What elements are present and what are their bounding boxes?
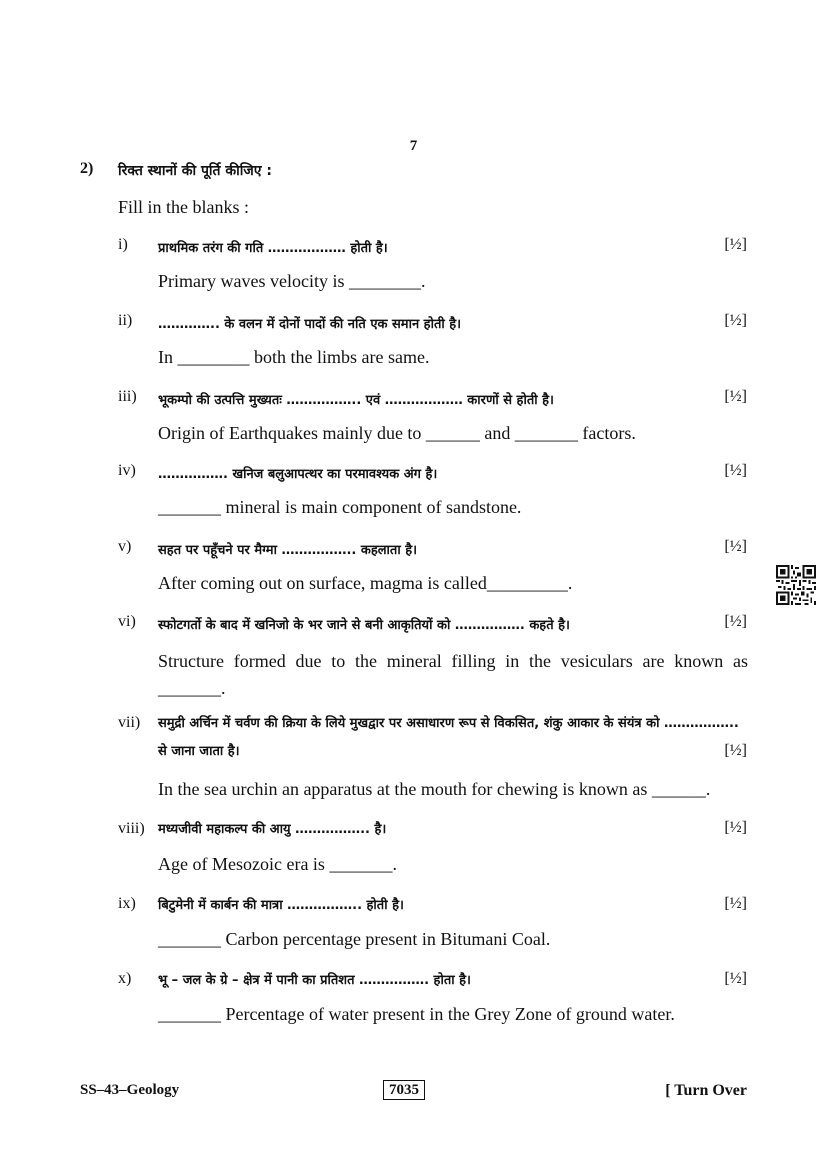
item-english: In ________ both the limbs are same. [158,347,430,367]
item-number: vi) [118,613,136,630]
item-hindi: ………….. के वलन में दोनों पादों की नति एक समान होती है। [158,317,462,332]
item-hindi: भू – जल के ग्रे – क्षेत्र में पानी का प्रतिशत ……………. होता है। [158,973,471,988]
item-english: _______ Percentage of water present in the Grey Zone of ground water. [158,1004,675,1024]
item-hindi: बिटुमेनी में कार्बन की मात्रा …………….. होती है। [158,898,404,913]
item-hindi: समुद्री अर्चिन में चर्वण की क्रिया के लिये मुखद्वार पर असाधारण रूप से विकसित, शंकु आकार के संयंत्र को …………….. से जाना जाता है। [158,716,739,759]
item-marks: [½] [724,970,747,987]
item-english: Primary waves velocity is ________. [158,271,426,291]
question-title-hindi: रिक्त स्थानों की पूर्ति कीजिए : [118,163,273,179]
question-number: 2) [80,160,94,177]
item-marks: [½] [724,742,747,759]
item-marks: [½] [724,312,747,329]
item-english: _______ Carbon percentage present in Bitumani Coal. [158,929,551,949]
item-number: vii) [118,714,141,731]
item-hindi: सहत पर पहूँचने पर मैग्मा …………….. कहलाता है। [158,543,418,558]
footer-turn-over: [ Turn Over [665,1082,747,1099]
item-marks: [½] [724,819,747,836]
item-english: Origin of Earthquakes mainly due to ______ and _______ factors. [158,423,636,443]
footer-page-code: 7035 [383,1080,425,1100]
item-hindi: ……………. खनिज बलुआपत्थर का परमावश्यक अंग है। [158,467,438,482]
item-number: x) [118,970,132,987]
item-number: v) [118,538,132,555]
item-number: i) [118,236,128,253]
page-number: 7 [409,138,418,154]
item-marks: [½] [724,236,747,253]
item-english: _______ mineral is main component of sandstone. [158,497,522,517]
item-english: After coming out on surface, magma is called_________. [158,573,573,593]
question-title-english: Fill in the blanks : [118,197,250,217]
item-number: viii) [118,820,145,837]
item-marks: [½] [724,388,747,405]
item-marks: [½] [724,613,747,630]
item-number: ii) [118,312,133,329]
item-english: Structure formed due to the mineral filling in the vesiculars are known as _______. [158,651,748,698]
item-marks: [½] [724,538,747,555]
item-number: iii) [118,388,137,405]
footer-paper-code: SS–43–Geology [80,1082,180,1098]
item-english: Age of Mesozoic era is _______. [158,854,397,874]
item-marks: [½] [724,462,747,479]
item-marks: [½] [724,895,747,912]
qr-code-icon [776,565,816,605]
item-hindi: भूकम्पो की उत्पत्ति मुख्यतः …………….. एवं ……………… कारणों से होती है। [158,393,554,408]
item-number: ix) [118,895,136,912]
item-hindi: स्फोटगर्तो के बाद में खनिजो के भर जाने से बनी आकृतियों को ……………. कहते है। [158,618,570,633]
item-hindi: मध्यजीवी महाकल्प की आयु …………….. है। [158,822,387,837]
item-number: iv) [118,462,136,479]
item-hindi: प्राथमिक तरंग की गति ……………… होती है। [158,241,388,256]
item-english: In the sea urchin an apparatus at the mouth for chewing is known as ______. [158,779,711,799]
